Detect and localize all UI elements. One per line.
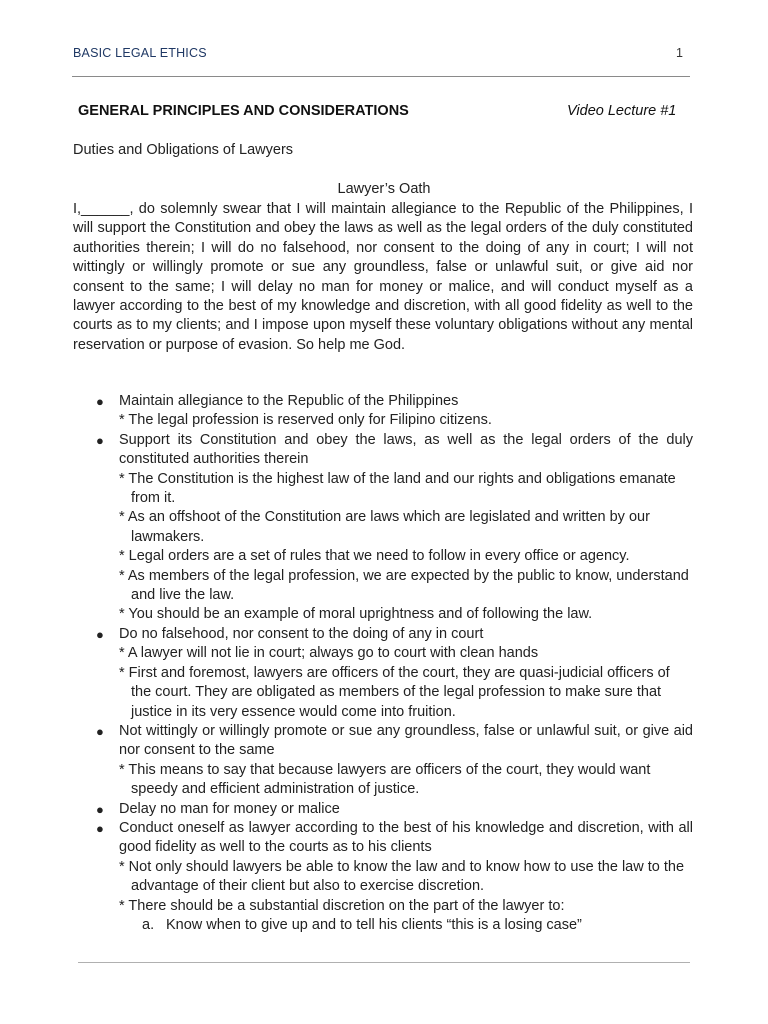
header-title: BASIC LEGAL ETHICS: [73, 46, 207, 60]
lecture-label: Video Lecture #1: [567, 103, 677, 119]
list-note: * You should be an example of moral uprightness and of following the law.: [119, 606, 593, 623]
list-item-text: Not wittingly or willingly promote or sue any groundless, false or unlawful suit, or give aid nor consent to the same: [119, 722, 693, 759]
list-note: * As members of the legal profession, we are expected by the public to know, understand and live the law.: [119, 567, 689, 604]
list-note: * The legal profession is reserved only for Filipino citizens.: [119, 412, 492, 429]
list-item: [0, 392, 768, 411]
bullet-list: [0, 392, 768, 935]
list-note: * Legal orders are a set of rules that we need to follow in every office or agency.: [119, 548, 630, 565]
bullet-marker: ●: [96, 820, 104, 836]
list-item: [0, 819, 768, 858]
list-note: * Not only should lawyers be able to know the law and to know how to use the law to the advantage of their client but also to exercise discretion.: [119, 858, 685, 895]
sub-list-item: [0, 916, 768, 935]
bullet-marker: ●: [96, 723, 104, 739]
list-item: [0, 431, 768, 470]
list-item-text: Conduct oneself as lawyer according to the best of his knowledge and discretion, with all good fidelity as well to the courts as to his clients: [119, 819, 693, 856]
bullet-marker: ●: [96, 626, 104, 642]
list-item: [0, 625, 768, 644]
subheading: Duties and Obligations of Lawyers: [73, 142, 294, 158]
sub-list-text: Know when to give up and to tell his clients “this is a losing case”: [166, 916, 582, 933]
list-item-text: Maintain allegiance to the Republic of the Philippines: [119, 393, 459, 409]
list-note: * First and foremost, lawyers are officers of the court, they are quasi-judicial officers of the court. They are obligated as members of the legal profession to make sure that justice in its very essence would come into fruition.: [119, 664, 670, 720]
list-item-text: Do no falsehood, nor consent to the doing of any in court: [119, 625, 484, 642]
sub-list-marker: a.: [142, 916, 155, 933]
list-note: * There should be a substantial discretion on the part of the lawyer to:: [119, 897, 565, 914]
oath-text: I,______, do solemnly swear that I will maintain allegiance to the Republic of the Philippines, I will support the Constitution and obey the laws as well as the legal orders of the duly constituted authorities therein; I will do no falsehood, nor consent to the doing of any in court; I will not wittingly or willingly promote or sue any groundless, false or unlawful suit, or give aid nor consent to the same; I will delay no man for money or malice, and will conduct myself as a lawyer according to the best of my knowledge and discretion, with all good fidelity as well to the courts as to my clients; and I impose upon myself these voluntary obligations without any mental reservation or purpose of evasion. So help me God.: [73, 201, 693, 353]
list-note: * The Constitution is the highest law of the land and our rights and obligations emanate from it.: [119, 470, 676, 507]
list-item: [0, 800, 768, 819]
list-note: * This means to say that because lawyers are officers of the court, they would want speedy and efficient administration of justice.: [119, 761, 651, 798]
oath-title: Lawyer’s Oath: [337, 181, 431, 197]
list-note: * A lawyer will not lie in court; always go to court with clean hands: [119, 645, 539, 662]
footer-divider: [78, 962, 690, 963]
list-note: * As an offshoot of the Constitution are laws which are legislated and written by our lawmakers.: [119, 509, 650, 545]
section-heading: GENERAL PRINCIPLES AND CONSIDERATIONS: [78, 103, 409, 119]
page-number: 1: [676, 46, 683, 60]
list-item-text: Delay no man for money or malice: [119, 800, 340, 817]
bullet-marker: ●: [96, 394, 104, 409]
list-item: [0, 722, 768, 761]
header-divider: [72, 76, 690, 77]
list-item-text: Support its Constitution and obey the laws, as well as the legal orders of the duly constituted authorities therein: [119, 431, 693, 468]
bullet-marker: ●: [96, 432, 104, 448]
bullet-marker: ●: [96, 801, 104, 817]
